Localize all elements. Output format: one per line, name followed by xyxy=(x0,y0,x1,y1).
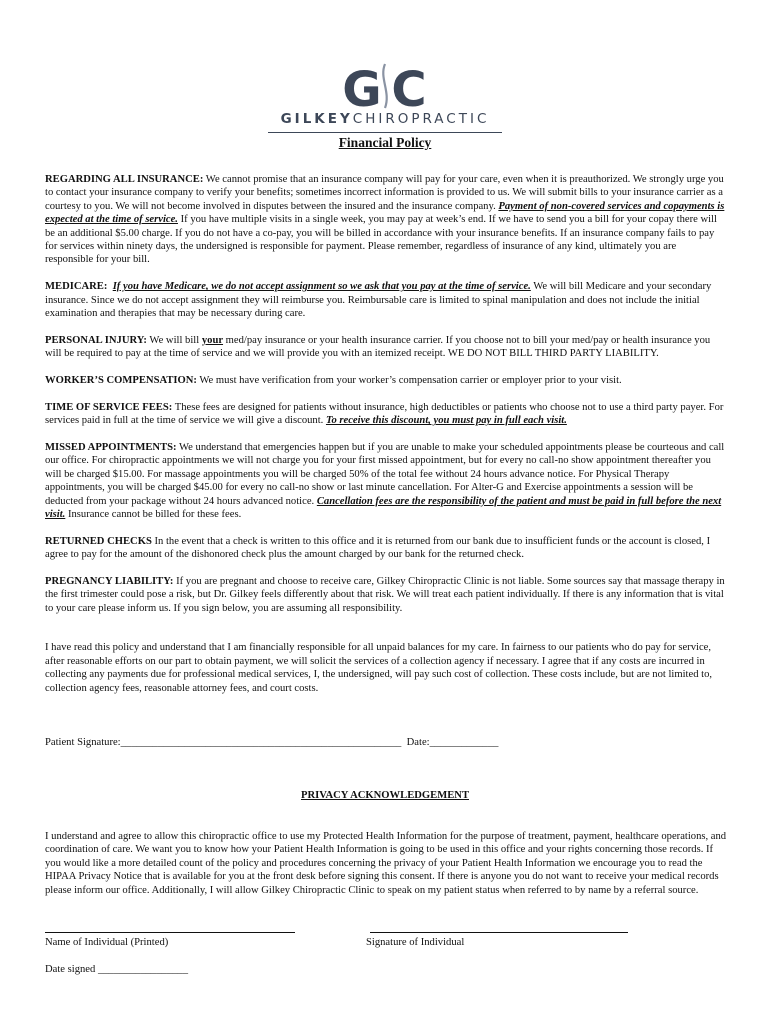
medicare-heading: MEDICARE: xyxy=(45,281,108,293)
personal-injury-heading: PERSONAL INJURY: xyxy=(45,334,147,346)
pregnancy-text: If you are pregnant and choose to receive care, Gilkey Chiropractic Clinic is not liable. Some sources say that massage therapy in the first trimester could pose a risk, but Dr. Gilkey feels differently about that risk. We will treat each patient individually. If there is any information that is vital to your care please inform us. If you sign below, you are assuming all responsibility. xyxy=(45,576,725,614)
insurance-heading: REGARDING ALL INSURANCE: xyxy=(45,174,204,185)
time-of-service-text: These fees are designed for patients without insurance, high deductibles or patients who choose not to use a third party payer. For services paid in full at the time of service we will give a discount. xyxy=(45,401,724,427)
missed-appointments-emphasis: Cancellation fees are the responsibility of the patient and must be paid in full before the next visit. xyxy=(45,495,722,521)
time-of-service-section xyxy=(45,401,727,428)
privacy-heading: PRIVACY ACKNOWLEDGEMENT xyxy=(300,790,470,801)
pregnancy-heading: PREGNANCY LIABILITY: xyxy=(45,576,174,588)
monogram-c: C xyxy=(391,62,427,110)
personal-injury-text-2: med/pay insurance or your health insurance carrier. If you choose not to bill your med/pay or health insurance you will be required to pay at the time of service and we will provide you with an itemized receipt. WE DO NOT BILL THIRD PARTY LIABILITY. xyxy=(45,334,711,360)
insurance-emphasis: Payment of non-covered services and copayments is expected at the time of service. xyxy=(45,200,725,226)
workers-comp-heading: WORKER’S COMPENSATION: xyxy=(45,375,197,387)
time-of-service-emphasis: To receive this discount, you must pay in full each visit. xyxy=(325,415,567,427)
logo-underline xyxy=(268,132,502,133)
workers-comp-section xyxy=(45,374,727,387)
printed-name-line[interactable] xyxy=(45,932,295,933)
insurance-text-1: We cannot promise that an insurance company will pay for your care, even when it is preauthorized. We strongly urge you to contact your insurance company to verify your benefits; sometimes incorrect information is provided to us. We will submit bills to your insurance carrier as a courtesy to you. We will not become involved in disputes between the insured and the insurance company. xyxy=(45,174,724,212)
medicare-section xyxy=(45,280,727,320)
signature-label: Signature of Individual xyxy=(366,937,465,948)
signature-of-individual-line[interactable] xyxy=(370,932,628,933)
gc-monogram-logo xyxy=(335,62,435,110)
missed-appointments-text-1: We understand that emergencies happen but if you are unable to make your scheduled appointments please be courteous and call our office. For chiropractic appointments we will not charge you for your first missed appointment, but for every no call-no show appointment thereafter you will be charged $15.00. For massage appointments you will be charged 50% of the total fee without 24 hours advance notice. For Physical Therapy appointments, you will be charged $45.00 for every no call-no show or last minute cancellation. For Alter-G and Exercise appointments a session will be deducted from your package without 24 hours advanced notice. xyxy=(45,442,725,507)
missed-appointments-heading: MISSED APPOINTMENTS: xyxy=(45,442,177,454)
agreement-paragraph: I have read this policy and understand that I am financially responsible for all unpaid balances for my care. In fairness to our patients who do pay for service, after reasonable efforts on our part to obtain payment, we will solicit the services of a collection agency if necessary. I agree that if any costs are incurred in collecting any payments due for professional medical services, I, the undersigned, will pay such cost of collection. These costs include, but are not limited to, collection agency fees, reasonable attorney fees, and court costs. xyxy=(45,642,713,694)
workers-comp-text: We must have verification from your worker’s compensation carrier or employer prior to your visit. xyxy=(196,375,622,387)
medicare-emphasis: If you have Medicare, we do not accept assignment so we ask that you pay at the time of service. xyxy=(112,281,531,293)
personal-injury-text-1: We will bill xyxy=(146,334,202,346)
medicare-text: We will bill Medicare and your secondary insurance. Since we do not accept assignment they will reimburse you. Reimbursable care is limited to spinal manipulation and does not include the initial examination and therapies that may be necessary during care. xyxy=(45,281,712,320)
insurance-section xyxy=(45,173,727,267)
missed-appointments-section xyxy=(45,441,727,521)
insurance-text-2: If you have multiple visits in a single week, you may pay at week’s end. If we have to send you a bill for your copay there will be an additional $5.00 charge. If you do not have a co-pay, you will be billed in accordance with your insurance benefits. If an insurance company fails to pay for services within ninety days, the undersigned is responsible for payment. Please remember, regardless of insurance of any kind, ultimately you are responsible for your bill. xyxy=(45,214,717,266)
returned-checks-text: In the event that a check is written to this office and it is returned from our bank due to insufficient funds or the account is closed, I agree to pay for the amount of the dishonored check plus the amount charged by our bank for the returned check. xyxy=(45,535,711,561)
wordmark-gilkey: GILKEY xyxy=(280,111,353,127)
patient-signature-line[interactable]: Patient Signature:_____________________________________________________ Date:_____________ xyxy=(45,737,499,748)
logo-wordmark xyxy=(268,111,502,127)
monogram-g: G xyxy=(342,62,382,110)
personal-injury-section xyxy=(45,334,727,361)
gilkey-chiropractic-logo xyxy=(268,62,502,132)
missed-appointments-text-2: Insurance cannot be billed for these fees. xyxy=(65,509,242,521)
policy-body xyxy=(45,173,727,708)
printed-name-label: Name of Individual (Printed) xyxy=(45,937,169,948)
privacy-text: I understand and agree to allow this chiropractic office to use my Protected Health Information for the purpose of treatment, payment, healthcare operations, and coordination of care. We want you to know how your Patient Health Information is going to be used in this office and your rights concerning those records. If you would like a more detailed count of the policy and procedures concerning the privacy of your Patient Health Information we encourage you to read the HIPAA Privacy Notice that is available for you at the front desk before signing this consent. If there is anyone you do not want to receive your medical records please inform our office. Additionally, I will allow Gilkey Chiropractic Clinic to speak on my patient status when referred to by name by a referral source. xyxy=(45,831,727,896)
time-of-service-heading: TIME OF SERVICE FEES: xyxy=(45,401,173,413)
pregnancy-section xyxy=(45,575,727,615)
returned-checks-section xyxy=(45,535,727,562)
page-title: Financial Policy xyxy=(338,135,432,150)
personal-injury-emphasis: your xyxy=(201,334,224,346)
wordmark-chiropractic: CHIROPRACTIC xyxy=(352,111,490,127)
date-signed-line[interactable]: Date signed _________________ xyxy=(45,964,189,975)
returned-checks-heading: RETURNED CHECKS xyxy=(45,535,152,547)
